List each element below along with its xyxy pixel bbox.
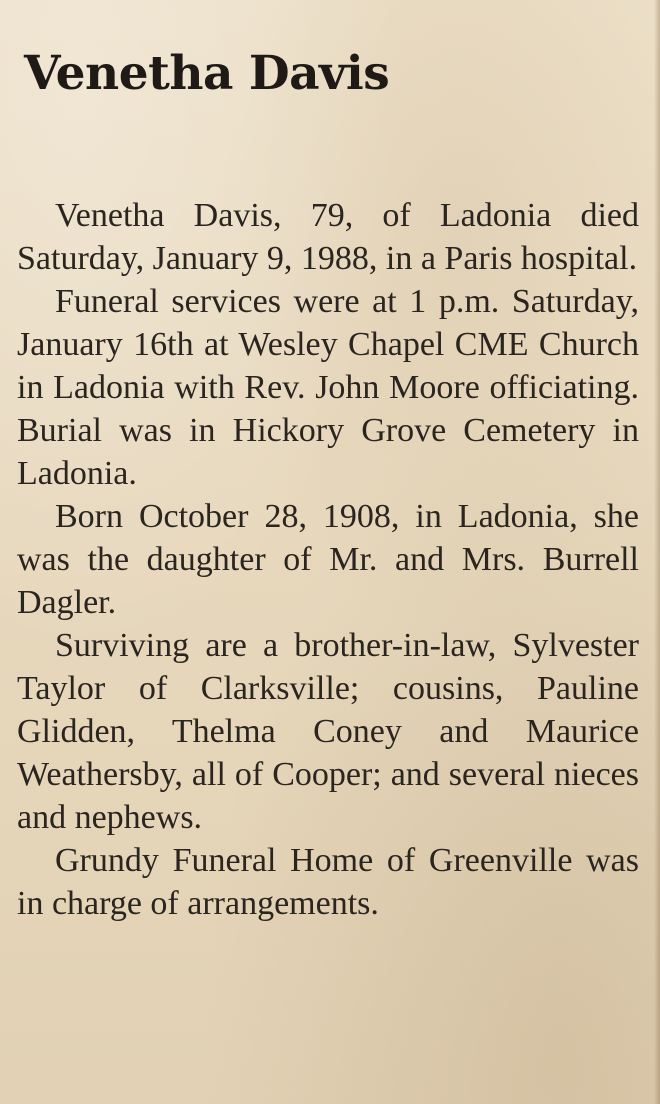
paper-edge-shadow bbox=[654, 0, 660, 1104]
paragraph-funeral-services: Funeral services were at 1 p.m. Saturday, January 16th at Wesley Chapel CME Church in Ladonia with Rev. John Moore officiating. Burial was in Hickory Grove Cemetery in Ladonia. bbox=[17, 283, 639, 492]
obituary-body bbox=[17, 194, 639, 925]
paragraph-death-notice: Venetha Davis, 79, of Ladonia died Saturday, January 9, 1988, in a Paris hospital. bbox=[17, 197, 639, 277]
paragraph-arrangements: Grundy Funeral Home of Greenville was in charge of arrangements. bbox=[17, 842, 639, 922]
paragraph-birth: Born October 28, 1908, in Ladonia, she was the daughter of Mr. and Mrs. Burrell Dagler. bbox=[17, 498, 639, 621]
paragraph-survivors: Surviving are a brother-in-law, Sylvester Taylor of Clarksville; cousins, Pauline Glidden, Thelma Coney and Maurice Weathersby, all of Cooper; and several nieces and nephews. bbox=[17, 627, 639, 836]
obituary-headline: Venetha Davis bbox=[24, 46, 390, 101]
